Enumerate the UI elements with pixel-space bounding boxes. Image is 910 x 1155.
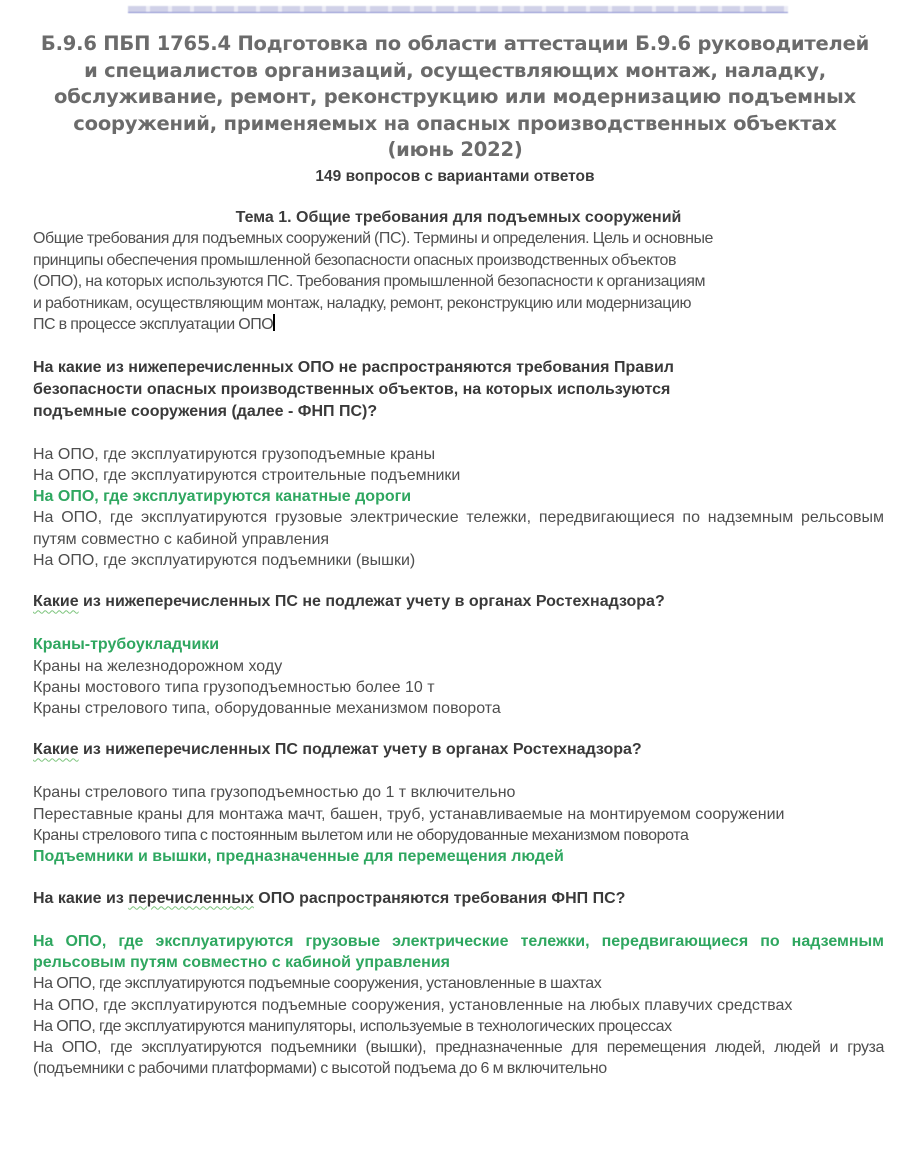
- answer-list-2: [33, 634, 884, 719]
- grammar-flagged-word[interactable]: Какие: [33, 593, 79, 611]
- answer-option: На ОПО, где эксплуатируются грузоподъемные краны: [33, 445, 436, 463]
- topic-description-line: и работникам, осуществляющим монтаж, наладку, ремонт, реконструкцию или модернизацию: [33, 294, 691, 312]
- title-line: Б.9.6 ПБП 1765.4 Подготовка по области аттестации Б.9.6 руководителей: [40, 32, 870, 55]
- question-text: ОПО распространяются требования ФНП ПС?: [253, 889, 626, 907]
- title-line: сооружений, применяемых на опасных производственных объектах: [73, 111, 837, 135]
- topic-description-line: Общие требования для подъемных сооружений (ПС). Термины и определения. Цель и основные: [33, 230, 713, 247]
- answer-option-correct: Подъемники и вышки, предназначенные для перемещения людей: [33, 848, 564, 866]
- answer-option: Краны стрелового типа с постоянным вылетом или не оборудованные механизмом поворота: [33, 827, 689, 845]
- answer-option: На ОПО, где эксплуатируются подъемные сооружения, установленные на любых плавучих средствах: [33, 996, 793, 1014]
- question-text: из нижеперечисленных ПС подлежат учету в органах Ростехнадзора?: [78, 741, 642, 759]
- answer-option-correct: Краны-трубоукладчики: [33, 636, 220, 654]
- answer-option: Краны мостового типа грузоподъемностью более 10 т: [33, 678, 435, 696]
- answer-option: На ОПО, где эксплуатируются подъемники (вышки), предназначенные для перемещения людей, людей и груза (подъемники с рабочими платформами) с высотой подъема до 6 м включительно: [33, 1039, 884, 1078]
- answer-option-correct: На ОПО, где эксплуатируются грузовые электрические тележки, передвигающиеся по надземным рельсовым путям совместно с кабиной управления: [33, 932, 884, 971]
- question-line: На какие из нижеперечисленных ОПО не распространяются требования Правил: [33, 358, 674, 376]
- topic-heading: Тема 1. Общие требования для подъемных сооружений: [235, 209, 682, 226]
- document-subtitle: 149 вопросов с вариантами ответов: [315, 168, 595, 185]
- answer-option: На ОПО, где эксплуатируются подъемные сооружения, установленные в шахтах: [33, 975, 602, 993]
- grammar-flagged-word[interactable]: перечисленных: [128, 889, 254, 907]
- title-line: обслуживание, ремонт, реконструкцию или модернизацию подъемных: [54, 85, 856, 108]
- question-text: из нижеперечисленных ПС не подлежат учету в органах Ростехнадзора?: [78, 593, 665, 611]
- answer-option: На ОПО, где эксплуатируются подъемники (вышки): [33, 551, 416, 569]
- document-title: [20, 31, 890, 164]
- topic-description-line-last: [33, 314, 884, 336]
- question-3: [33, 739, 884, 761]
- answer-option: На ОПО, где эксплуатируются грузовые электрические тележки, передвигающиеся по надземным рельсовым путям совместно с кабиной управления: [33, 509, 884, 548]
- question-line: подъемные сооружения (далее - ФНП ПС)?: [33, 402, 378, 420]
- text-cursor: [273, 314, 275, 331]
- document-body: [33, 207, 884, 1080]
- topic-description-line: принципы обеспечения промышленной безопасности опасных производственных объектов: [33, 251, 677, 269]
- answer-list-3: [33, 782, 884, 867]
- topic-description-line: (ОПО), на которых используются ПС. Требования промышленной безопасности к организациям: [33, 273, 705, 290]
- answer-option-correct: На ОПО, где эксплуатируются канатные дороги: [33, 488, 412, 506]
- answer-list-1: [33, 444, 884, 572]
- answer-option: На ОПО, где эксплуатируются строительные подъемники: [33, 466, 461, 484]
- answer-option: Краны стрелового типа, оборудованные механизмом поворота: [33, 700, 501, 718]
- topic-description[interactable]: [33, 228, 884, 336]
- title-line: и специалистов организаций, осуществляющих монтаж, наладку,: [84, 58, 826, 82]
- grammar-flagged-word[interactable]: Какие: [33, 741, 79, 759]
- answer-option: Краны стрелового типа грузоподъемностью до 1 т включительно: [33, 784, 516, 802]
- question-text: На какие из: [33, 889, 129, 907]
- answer-option: На ОПО, где эксплуатируются манипуляторы, используемые в технологических процессах: [33, 1017, 672, 1035]
- title-line: (июнь 2022): [387, 138, 523, 161]
- question-line: безопасности опасных производственных объектов, на которых используются: [33, 380, 671, 398]
- answer-list-4: [33, 931, 884, 1080]
- answer-option: Краны на железнодорожном ходу: [33, 657, 283, 675]
- question-4: [33, 888, 884, 910]
- topic-description-text: ПС в процессе эксплуатации ОПО: [33, 316, 274, 333]
- question-2: [33, 591, 884, 613]
- answer-option: Переставные краны для монтажа мачт, башен, труб, устанавливаемые на монтируемом сооружении: [33, 805, 785, 823]
- question-1: [33, 357, 884, 423]
- truncated-hyperlink[interactable]: [128, 6, 788, 13]
